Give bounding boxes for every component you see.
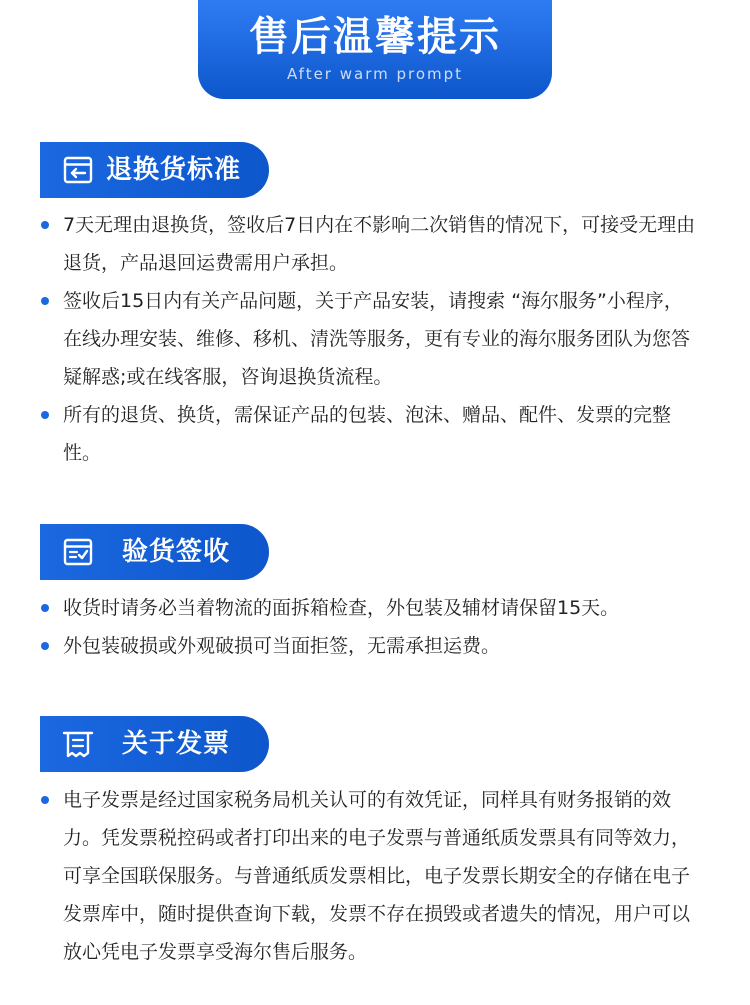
section-title: 关于发票 xyxy=(122,729,231,759)
list-item xyxy=(0,206,750,282)
section-title: 验货签收 xyxy=(122,537,231,567)
section-title-pill xyxy=(40,142,269,198)
list-item xyxy=(0,282,750,396)
section-item-list xyxy=(0,206,750,472)
list-item xyxy=(0,589,750,627)
bullet-dot xyxy=(41,642,49,650)
section-title-pill xyxy=(40,716,269,772)
invoice-icon xyxy=(62,728,94,760)
list-item-text: 所有的退货、换货，需保证产品的包装、泡沫、赠品、配件、发票的完整性。 xyxy=(63,404,672,464)
list-item-text: 7天无理由退换货，签收后7日内在不影响二次销售的情况下，可接受无理由退货，产品退回运费需用户承担。 xyxy=(63,214,696,274)
page-header-banner xyxy=(198,0,552,99)
list-item-text: 收货时请务必当着物流的面拆箱检查，外包装及辅材请保留15天。 xyxy=(63,597,620,619)
list-item xyxy=(0,627,750,665)
bullet-dot xyxy=(41,604,49,612)
bullet-dot xyxy=(41,411,49,419)
section-title-pill xyxy=(40,524,269,580)
bullet-dot xyxy=(41,297,49,305)
bullet-dot xyxy=(41,796,49,804)
page-subtitle: After warm prompt xyxy=(286,65,464,83)
bullet-dot xyxy=(41,221,49,229)
inspection-checklist-icon xyxy=(62,536,94,568)
list-item xyxy=(0,781,750,971)
list-item-text: 签收后15日内有关产品问题，关于产品安装，请搜索 “海尔服务”小程序，在线办理安装、维修、移机、清洗等服务，更有专业的海尔服务团队为您答疑解惑;或在线客服，咨询退换货流程。 xyxy=(63,290,691,388)
section-item-list xyxy=(0,781,750,971)
page-title: 售后温馨提示 xyxy=(249,14,501,60)
list-item xyxy=(0,396,750,472)
section-item-list xyxy=(0,589,750,665)
list-item-text: 电子发票是经过国家税务局机关认可的有效凭证，同样具有财务报销的效力。凭发票税控码或者打印出来的电子发票与普通纸质发票具有同等效力，可享全国联保服务。与普通纸质发票相比，电子发票长期安全的存储在电子发票库中，随时提供查询下载，发票不存在损毁或者遗失的情况，用户可以放心凭电子发票享受海尔售后服务。 xyxy=(63,789,691,963)
list-item-text: 外包装破损或外观破损可当面拒签，无需承担运费。 xyxy=(63,635,501,657)
return-box-icon xyxy=(62,154,94,186)
section-title: 退换货标准 xyxy=(106,155,242,185)
